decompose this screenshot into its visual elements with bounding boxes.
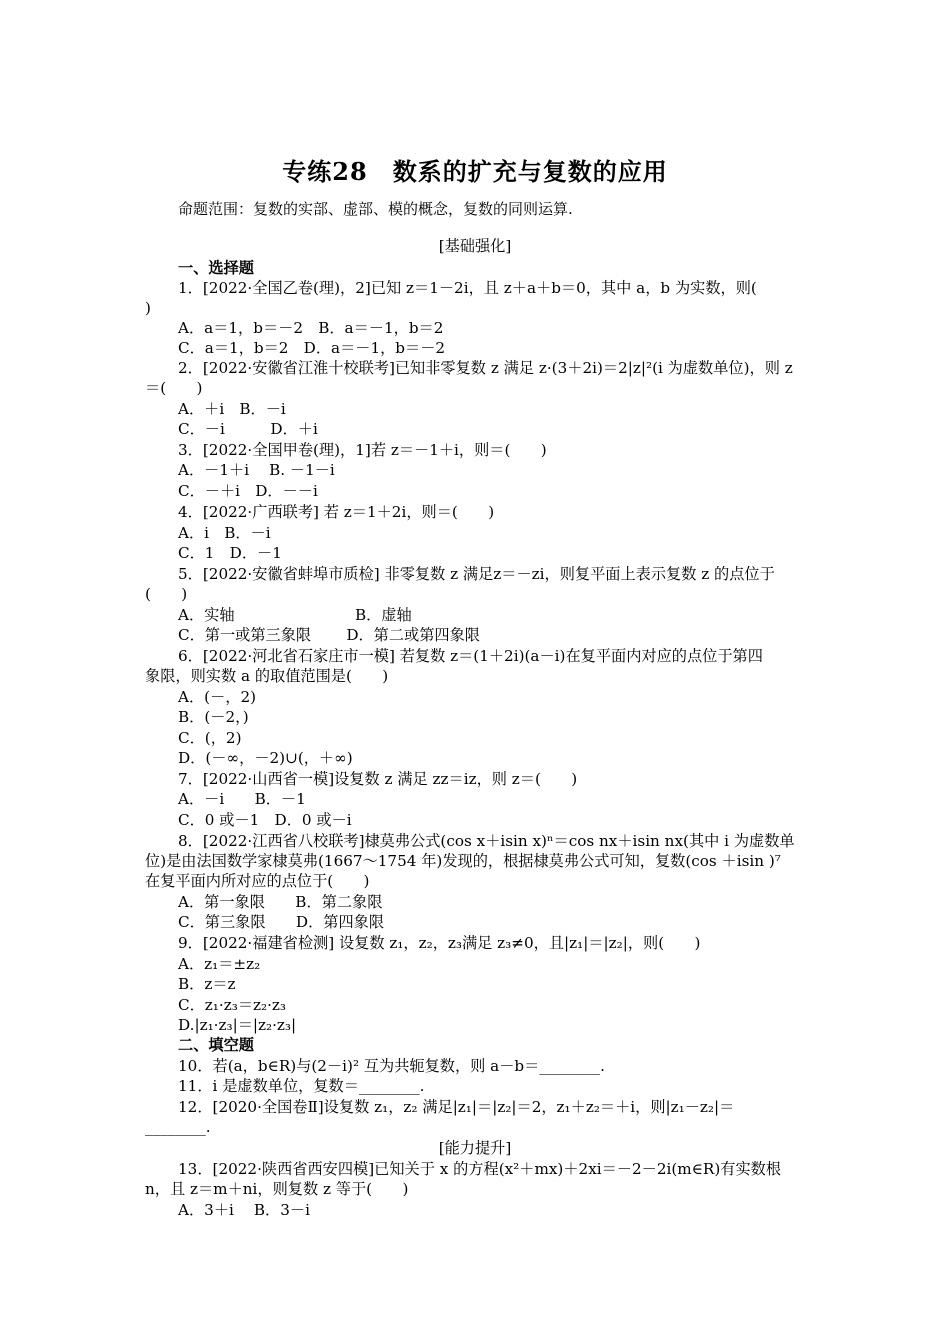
q9-option-b: B．z＝z — [178, 975, 236, 993]
section-advanced-heading: [能力提升] — [438, 1139, 512, 1157]
q8-options-ab: A．第一象限 B．第二象限 — [178, 893, 383, 911]
question-13: 13．[2022·陕西省西安四模]已知关于 x 的方程(x²＋mx)＋2xi＝－2－2i(m∈R)有实数根 — [178, 1160, 782, 1178]
question-2-cont: ＝( ) — [145, 379, 203, 397]
q4-options-ab: A．i B．－i — [178, 524, 271, 542]
section-choice-heading: 一、选择题 — [178, 259, 254, 277]
page-title: 专练28 数系的扩充与复数的应用 — [282, 157, 668, 186]
q3-options-ab: A．－1＋i B. －1－i — [178, 461, 335, 479]
question-10: 10．若(a，b∈R)与(2－i)² 互为共轭复数，则 a－b＝________. — [178, 1057, 605, 1075]
q5-option-b: B．虚轴 — [355, 606, 412, 624]
question-7: 7．[2022·山西省一模]设复数 z 满足 zz＝iz，则 z＝( ) — [178, 770, 578, 788]
question-12-cont: ________. — [145, 1118, 211, 1136]
topic-scope: 命题范围：复数的实部、虚部、模的概念，复数的同则运算. — [178, 200, 573, 218]
q2-options-ab: A．＋i B．－i — [178, 400, 286, 418]
question-13-cont: n，且 z＝m＋ni，则复数 z 等于( ) — [145, 1180, 409, 1198]
q6-option-d: D．(－∞，－2)∪(，＋∞) — [178, 749, 353, 767]
q1-options-cd: C．a＝1，b＝2 D．a＝－1，b＝－2 — [178, 339, 446, 357]
question-1-cont: ) — [145, 299, 151, 317]
question-9: 9．[2022·福建省检测] 设复数 z₁，z₂，z₃满足 z₃≠0，且|z₁|＝|z₂|，则( ) — [178, 934, 701, 952]
section-fill-heading: 二、填空题 — [178, 1036, 254, 1054]
question-5-cont: ( ) — [145, 585, 188, 603]
q2-options-cd: C．－i D．＋i — [178, 420, 318, 438]
q5-options-cd: C．第一或第三象限 D．第二或第四象限 — [178, 626, 480, 644]
q7-options-ab: A．－i B．－1 — [178, 790, 306, 808]
q13-options-ab: A．3＋i B．3－i — [178, 1201, 310, 1219]
q4-options-cd: C．1 D．－1 — [178, 544, 282, 562]
q8-options-cd: C．第三象限 D．第四象限 — [178, 913, 385, 931]
question-8: 8．[2022·江西省八校联考]棣莫弗公式(cos x＋isin x)ⁿ＝cos nx＋isin nx(其中 i 为虚数单 — [178, 832, 795, 850]
q5-option-a: A．实轴 — [178, 606, 235, 624]
q6-option-c: C．(，2) — [178, 729, 242, 747]
question-11: 11．i 是虚数单位，复数＝________. — [178, 1077, 425, 1095]
q7-options-cd: C．0 或－1 D．0 或－i — [178, 811, 352, 829]
q3-options-cd: C．－＋i D．－－i — [178, 482, 318, 500]
q9-option-a: A．z₁＝±z₂ — [178, 955, 261, 973]
question-1: 1．[2022·全国乙卷(理)，2]已知 z＝1－2i，且 z＋a＋b＝0，其中 a，b 为实数，则( — [178, 279, 757, 297]
question-12: 12．[2020·全国卷Ⅱ]设复数 z₁，z₂ 满足|z₁|＝|z₂|＝2，z₁＋z₂＝＋i，则|z₁－z₂|＝ — [178, 1098, 735, 1116]
q6-option-b: B．(－2，) — [178, 708, 249, 726]
question-8-cont: 位)是由法国数学家棣莫弗(1667～1754 年)发现的，根据棣莫弗公式可知，复数(cos ＋isin )⁷ — [145, 852, 781, 870]
question-3: 3．[2022·全国甲卷(理)，1]若 z＝－1＋i，则＝( ) — [178, 441, 547, 459]
question-4: 4．[2022·广西联考] 若 z＝1＋2i，则＝( ) — [178, 503, 495, 521]
question-8-cont2: 在复平面内所对应的点位于( ) — [145, 872, 370, 890]
q1-options-ab: A．a＝1，b＝－2 B．a＝－1，b＝2 — [178, 319, 444, 337]
question-6: 6．[2022·河北省石家庄市一模] 若复数 z＝(1＋2i)(a－i)在复平面内对应的点位于第四 — [178, 647, 763, 665]
q9-option-d: D.|z₁·z₃|＝|z₂·z₃| — [178, 1016, 297, 1034]
question-2: 2．[2022·安徽省江淮十校联考]已知非零复数 z 满足 z·(3＋2i)＝2|z|²(i 为虚数单位)，则 z — [178, 359, 793, 377]
q9-option-c: C．z₁·z₃＝z₂·z₃ — [178, 996, 287, 1014]
q6-option-a: A．(－，2) — [178, 688, 257, 706]
question-6-cont: 象限，则实数 a 的取值范围是( ) — [145, 667, 389, 685]
question-5: 5．[2022·安徽省蚌埠市质检] 非零复数 z 满足z＝－zi，则复平面上表示复数 z 的点位于 — [178, 565, 775, 583]
section-basic-heading: [基础强化] — [438, 237, 512, 255]
